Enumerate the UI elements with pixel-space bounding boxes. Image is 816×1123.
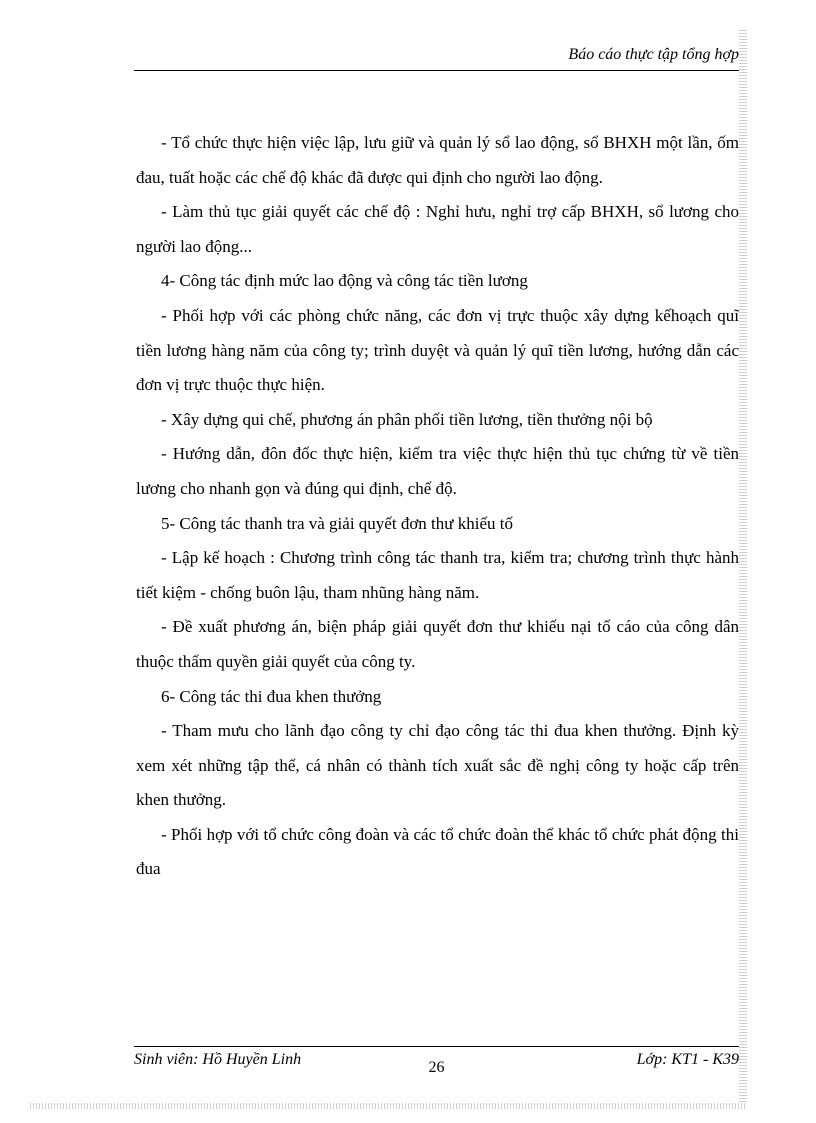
page-header <box>134 44 739 71</box>
paragraph: - Tham mưu cho lãnh đạo công ty chỉ đạo công tác thi đua khen thưởng. Định kỳ xem xét những tập thể, cá nhân có thành tích xuất sắc đề nghị công ty hoặc cấp trên khen thưởng. <box>136 721 739 810</box>
page-number: 26 <box>428 1059 445 1076</box>
footer-class: Lớp: KT1 - K39 <box>636 1051 739 1068</box>
section-heading: 4- Công tác định mức lao động và công tác tiền lương <box>161 271 528 291</box>
section-heading: 6- Công tác thi đua khen thưởng <box>161 686 382 706</box>
paragraph: - Hướng dẫn, đôn đốc thực hiện, kiểm tra việc thực hiện thủ tục chứng từ về tiền lương cho nhanh gọn và đúng qui định, chế độ. <box>136 444 739 498</box>
paragraph: - Phối hợp với tổ chức công đoàn và các tổ chức đoàn thể khác tổ chức phát động thi đua <box>136 824 739 879</box>
paragraph: - Tổ chức thực hiện việc lập, lưu giữ và quản lý sổ lao động, sổ BHXH một lần, ốm đau, tuất hoặc các chế độ khác đã được qui định cho người lao động. <box>136 133 739 187</box>
page-footer <box>134 1046 739 1087</box>
section-heading: 5- Công tác thanh tra và giải quyết đơn thư khiếu tố <box>161 513 513 533</box>
paragraph: - Xây dựng qui chế, phương án phân phối tiền lương, tiền thưởng nội bộ <box>161 409 653 429</box>
body-text <box>136 126 739 887</box>
paragraph: - Đề xuất phương án, biện pháp giải quyết đơn thư khiếu nại tố cáo của công dân thuộc thẩm quyền giải quyết của công ty. <box>136 617 739 671</box>
header-title: Báo cáo thực tập tổng hợp <box>568 46 739 63</box>
paragraph: - Lập kế hoạch : Chương trình công tác thanh tra, kiểm tra; chương trình thực hành tiết kiệm - chống buôn lậu, tham nhũng hàng năm. <box>136 548 739 602</box>
page-shadow-right <box>739 30 747 1105</box>
paragraph: - Làm thủ tục giải quyết các chế độ : Nghỉ hưu, nghỉ trợ cấp BHXH, sổ lương cho người lao động... <box>136 202 739 256</box>
paragraph: - Phối hợp với các phòng chức năng, các đơn vị trực thuộc xây dựng kếhoạch quĩ tiền lương hàng năm của công ty; trình duyệt và quản lý quĩ tiền lương, hướng dẫn các đơn vị trực thuộc thực hiện. <box>136 305 739 395</box>
page-shadow-bottom <box>30 1103 747 1109</box>
footer-student-name: Sinh viên: Hồ Huyền Linh <box>134 1051 302 1068</box>
